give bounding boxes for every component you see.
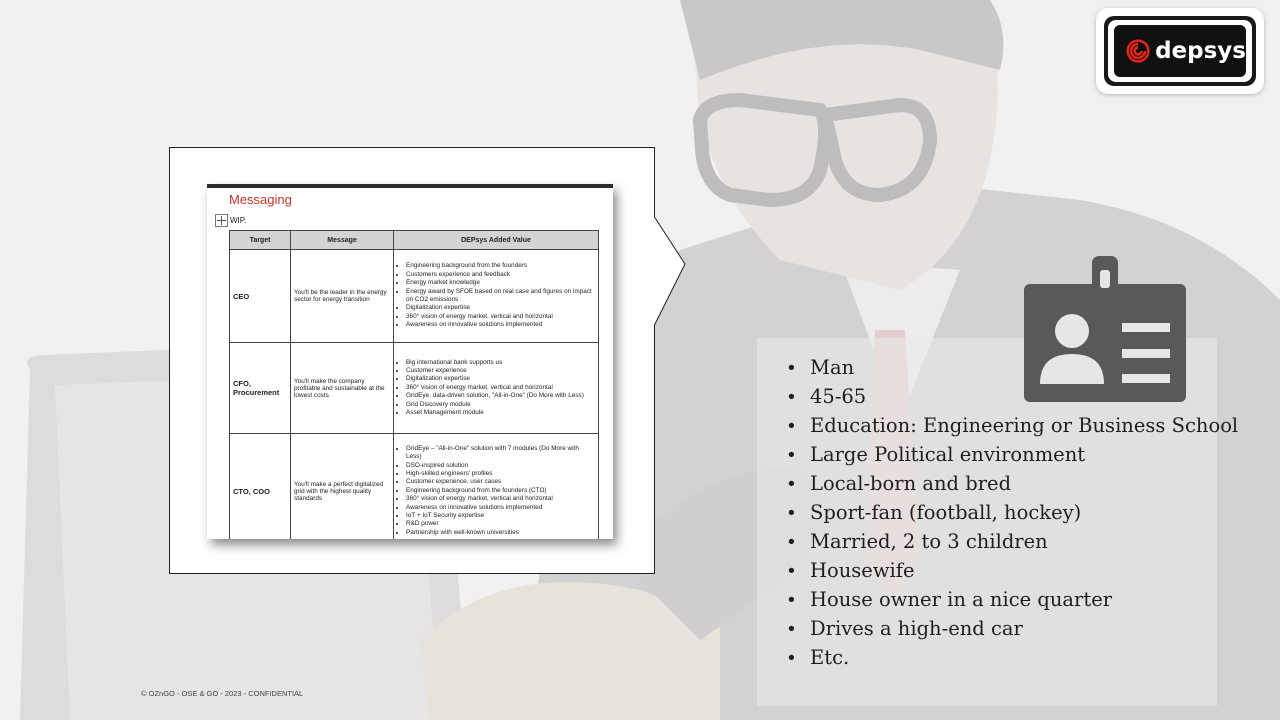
value-cell	[394, 250, 599, 343]
column-header: Message	[291, 231, 394, 250]
persona-item: • 45-65	[788, 382, 1238, 411]
persona-item: • Sport-fan (football, hockey)	[788, 498, 1238, 527]
list-item: • 360° vision of energy market, vertical and horizontal	[406, 313, 595, 321]
list-item: • Digitalization expertise	[406, 304, 595, 312]
document-status	[215, 214, 246, 227]
persona-item: • Education: Engineering or Business School	[788, 411, 1238, 440]
list-item: • Asset Management module	[406, 409, 595, 417]
persona-item: • Drives a high-end car	[788, 614, 1238, 643]
list-item: • GridEye – "All-in-One" solution with 7 modules (Do More with Less)	[406, 445, 595, 462]
target-cell: CTO, COO	[230, 434, 291, 540]
persona-item: • Married, 2 to 3 children	[788, 527, 1238, 556]
list-item: • Energy market knowledge	[406, 279, 595, 287]
list-item: • 360° vision of energy market, vertical and horizontal	[406, 495, 595, 503]
column-header: Target	[230, 231, 291, 250]
list-item: • Customer experience	[406, 367, 595, 375]
list-item: • Awareness on innovative solutions implemented	[406, 321, 595, 329]
persona-list	[788, 353, 1238, 672]
list-item: • High-skilled engineers' profiles	[406, 470, 595, 478]
list-item: • Big international bank supports us	[406, 359, 595, 367]
message-cell: You'll be the leader in the energy sector for energy transition	[291, 250, 394, 343]
list-item: • Awareness on innovative solutions implemented	[406, 504, 595, 512]
value-cell	[394, 343, 599, 434]
persona-item: • House owner in a nice quarter	[788, 585, 1238, 614]
messaging-document	[207, 184, 613, 539]
table-row	[230, 434, 599, 540]
column-header: DEPsys Added Value	[394, 231, 599, 250]
value-cell	[394, 434, 599, 540]
logo-text: depsys	[1155, 38, 1246, 64]
table-row	[230, 343, 599, 434]
list-item: • Engineering background from the founders (CTO)	[406, 487, 595, 495]
persona-item: • Etc.	[788, 643, 1238, 672]
persona-item: • Housewife	[788, 556, 1238, 585]
list-item: • Customers experience and feedback	[406, 271, 595, 279]
document-title: Messaging	[229, 192, 292, 207]
list-item: • 360° vision of energy market, vertical and horizontal	[406, 384, 595, 392]
list-item: • IoT + IoT Security expertise	[406, 512, 595, 520]
target-cell: CEO	[230, 250, 291, 343]
list-item: • Partnership with well-known universities	[406, 529, 595, 537]
list-item: • DSO-inspired solution	[406, 462, 595, 470]
status-text: WIP.	[230, 216, 247, 225]
depsys-logo	[1096, 8, 1264, 94]
depsys-spiral-icon	[1126, 37, 1150, 65]
list-item: • Customer experience, user cases	[406, 478, 595, 486]
list-item: • R&D power	[406, 520, 595, 528]
list-item: • Grid Discovery module	[406, 401, 595, 409]
persona-item: • Local-born and bred	[788, 469, 1238, 498]
message-cell: You'll make a perfect digitalized grid with the highest quality standards	[291, 434, 394, 540]
move-handle-icon[interactable]	[215, 214, 228, 227]
persona-item: • Man	[788, 353, 1238, 382]
target-cell: CFO, Procurement	[230, 343, 291, 434]
list-item: • Engineering background from the founders	[406, 262, 595, 270]
footer-copyright: © OZnGO - OSE & GO - 2023 - CONFIDENTIAL	[141, 689, 304, 698]
list-item: • Digitalization expertise	[406, 375, 595, 383]
list-item: • GridEye, data-driven solution, "All-in-One" (Do More with Less)	[406, 392, 595, 400]
messaging-table	[229, 230, 599, 539]
message-cell: You'll make the company profitable and sustainable at the lowest costs	[291, 343, 394, 434]
table-row	[230, 250, 599, 343]
list-item: • Energy award by SFOE based on real case and figures on impact on CO2 emissions	[406, 288, 595, 305]
persona-item: • Large Political environment	[788, 440, 1238, 469]
table-header-row	[230, 231, 599, 250]
